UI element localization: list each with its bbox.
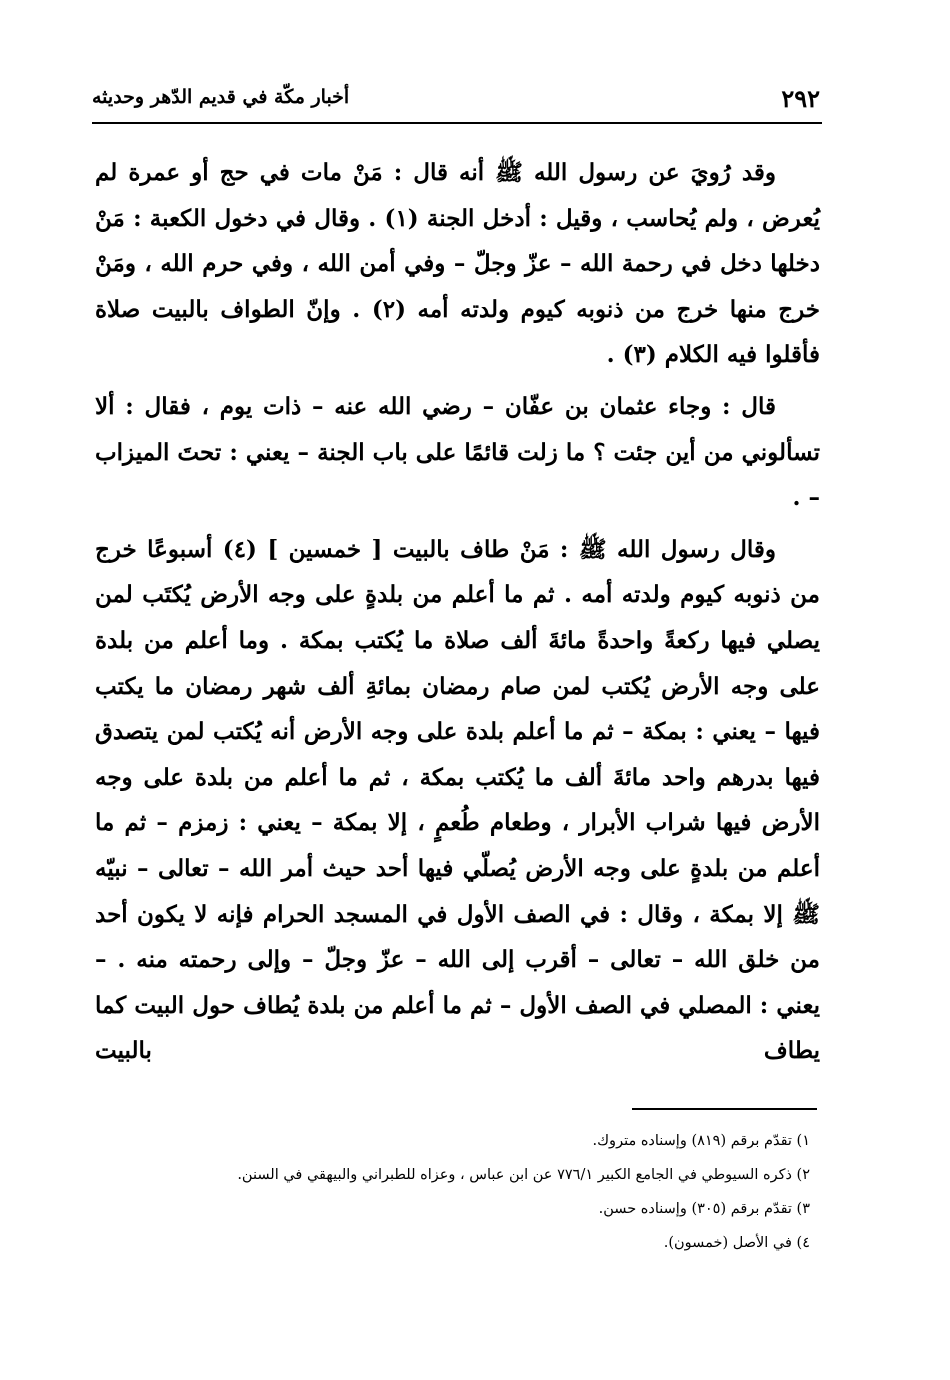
footnotes [110, 1124, 820, 1260]
page-number: ٢٩٢ [781, 84, 820, 113]
footnote: ٤) في الأصل (خمسون). [663, 1235, 810, 1251]
paragraph: قال : وجاء عثمان بن عفّان – رضي الله عنه – ذات يوم ، فقال : ألا تسألوني من أين جئت ؟ ما زلت قائمًا على باب الجنة – يعني : تحتَ الميزاب – . [95, 392, 820, 512]
main-text [95, 150, 820, 1074]
header-rule [92, 122, 822, 124]
footnote: ١) تقدّم برقم (٨١٩) وإسناده متروك. [592, 1133, 810, 1149]
running-title: أخبار مكّة في قديم الدّهر وحديثه [92, 86, 350, 108]
paragraph: وقد رُويَ عن رسول الله ﷺ أنه قال : مَنْ مات في حج أو عمرة لم يُعرض ، ولم يُحاسب ، وقيل : أدخل الجنة (١) . وقال في دخول الكعبة : مَنْ دخلها دخل في رحمة الله – عزّ وجلّ – وفي أمن الله ، وفي حرم الله ، ومَنْ خرج منها خرج من ذنوبه كيوم ولدته أمه (٢) . وإنّ الطواف بالبيت صلاة فأقلوا فيه الكلام (٣) . [95, 159, 820, 369]
footnote: ٢) ذكره السيوطي في الجامع الكبير ٧٧٦/١ عن ابن عباس ، وعزاه للطبراني والبيهقي في السنن. [237, 1167, 810, 1183]
footnote: ٣) تقدّم برقم (٣٠٥) وإسناده حسن. [598, 1201, 810, 1217]
paragraph: وقال رسول الله ﷺ : مَنْ طاف بالبيت [ خمسين ] (٤) أسبوعًا خرج من ذنوبه كيوم ولدته أمه . ثم ما أعلم من بلدةٍ على وجه الأرض يُكتَب لمن يصلي فيها ركعةً واحدةً مائةَ ألف صلاة ما يُكتب بمكة . وما أعلم من بلدة على وجه الأرض يُكتب لمن صام رمضان بمائةِ ألف شهر رمضان ما يكتب فيها – يعني : بمكة – ثم ما أعلم بلدة على وجه الأرض أنه يُكتب لمن يتصدق فيها بدرهم واحد مائةَ ألف ما يُكتب بمكة ، ثم ما أعلم من بلدة على وجه الأرض فيها شراب الأبرار ، وطعام طُعمٍ ، إلا بمكة – يعني : زمزم – ثم ما أعلم من بلدةٍ على وجه الأرض يُصلّي فيها أحد حيث أمر الله – تعالى – نبيّه ﷺ إلا بمكة ، وقال : في الصف الأول في المسجد الحرام فإنه لا يكون أحد من خلق الله – تعالى – أقرب إلى الله – عزّ وجلّ – وإلى رحمته منه . – يعني : المصلي في الصف الأول – ثم ما أعلم من بلدة يُطاف حول البيت كما يطاف بالبيت [95, 535, 820, 1065]
running-header [92, 78, 820, 118]
footnote-rule [632, 1108, 817, 1110]
